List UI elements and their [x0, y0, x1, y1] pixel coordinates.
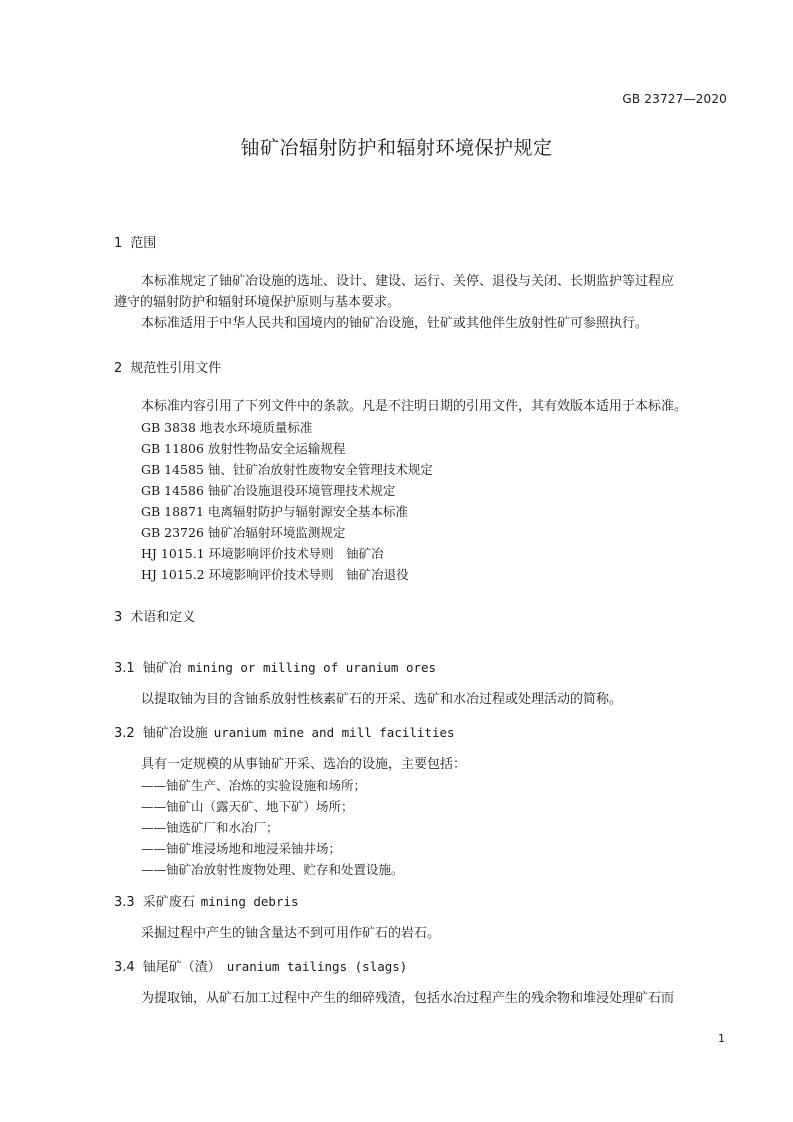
section-number: 1	[114, 236, 123, 251]
page-header: GB 23727—2020	[622, 92, 727, 106]
reference-item: GB 23726 铀矿冶辐射环境监测规定	[141, 525, 346, 540]
section-3-heading	[114, 606, 195, 625]
section-title: 范围	[130, 236, 157, 251]
term-definition: 具有一定规模的从事铀矿开采、选冶的设施，主要包括：	[141, 757, 467, 772]
term-heading-3-3	[114, 891, 299, 910]
reference-item: GB 3838 地表水环境质量标准	[141, 420, 313, 435]
facility-list-item: ——铀矿生产、冶炼的实验设施和场所；	[141, 778, 367, 793]
term-definition: 为提取铀，从矿石加工过程中产生的细碎残渣，包括水冶过程产生的残余物和堆浸处理矿石而	[141, 991, 675, 1006]
section-2-heading	[114, 357, 221, 376]
facility-list-item: ——铀矿冶放射性废物处理、贮存和处置设施。	[141, 862, 404, 877]
term-number: 3.4	[114, 960, 135, 975]
term-heading-3-4	[114, 956, 407, 975]
term-english: uranium tailings (slags)	[226, 959, 408, 974]
reference-item: HJ 1015.2 环境影响评价技术导则 铀矿冶退役	[141, 567, 409, 582]
document-title: 铀矿冶辐射防护和辐射环境保护规定	[240, 137, 553, 159]
term-heading-3-2	[114, 722, 455, 741]
term-definition: 以提取铀为目的含铀系放射性核素矿石的开采、选矿和水冶过程或处理活动的简称。	[141, 692, 623, 707]
term-chinese: 采矿废石	[142, 895, 195, 910]
section-title: 规范性引用文件	[130, 361, 222, 376]
section-1-heading	[114, 232, 156, 251]
page-number: 1	[718, 1032, 725, 1045]
facility-list-item: ——铀选矿厂和水冶厂；	[141, 820, 279, 835]
section-1-paragraph-1-line-2: 遵守的辐射防护和辐射环境保护原则与基本要求。	[114, 295, 401, 310]
term-english: mining debris	[200, 894, 299, 909]
reference-item: HJ 1015.1 环境影响评价技术导则 铀矿冶	[141, 546, 384, 561]
term-chinese: 铀矿冶设施	[142, 726, 208, 741]
section-1-paragraph-2: 本标准适用于中华人民共和国境内的铀矿冶设施，钍矿或其他伴生放射性矿可参照执行。	[141, 316, 649, 331]
term-english: mining or milling of uranium ores	[187, 660, 437, 675]
term-chinese: 铀尾矿（渣）	[142, 960, 221, 975]
facility-list-item: ——铀矿堆浸场地和地浸采铀井场；	[141, 841, 342, 856]
section-number: 3	[114, 610, 123, 625]
section-2-intro: 本标准内容引用了下列文件中的条款。凡是不注明日期的引用文件，其有效版本适用于本标准。	[141, 399, 688, 414]
section-number: 2	[114, 361, 123, 376]
section-title: 术语和定义	[130, 610, 196, 625]
term-heading-3-1	[114, 657, 436, 676]
reference-item: GB 14585 铀、钍矿冶放射性废物安全管理技术规定	[141, 462, 433, 477]
term-definition: 采掘过程中产生的铀含量达不到可用作矿石的岩石。	[141, 926, 441, 941]
reference-item: GB 11806 放射性物品安全运输规程	[141, 441, 346, 456]
term-number: 3.2	[114, 726, 135, 741]
term-english: uranium mine and mill facilities	[213, 725, 455, 740]
reference-item: GB 18871 电离辐射防护与辐射源安全基本标准	[141, 504, 408, 519]
reference-item: GB 14586 铀矿冶设施退役环境管理技术规定	[141, 483, 396, 498]
term-number: 3.3	[114, 895, 135, 910]
term-number: 3.1	[114, 661, 135, 676]
term-chinese: 铀矿冶	[142, 661, 182, 676]
facility-list-item: ——铀矿山（露天矿、地下矿）场所；	[141, 799, 354, 814]
section-1-paragraph-1-line-1: 本标准规定了铀矿冶设施的选址、设计、建设、运行、关停、退役与关闭、长期监护等过程应	[141, 274, 675, 289]
